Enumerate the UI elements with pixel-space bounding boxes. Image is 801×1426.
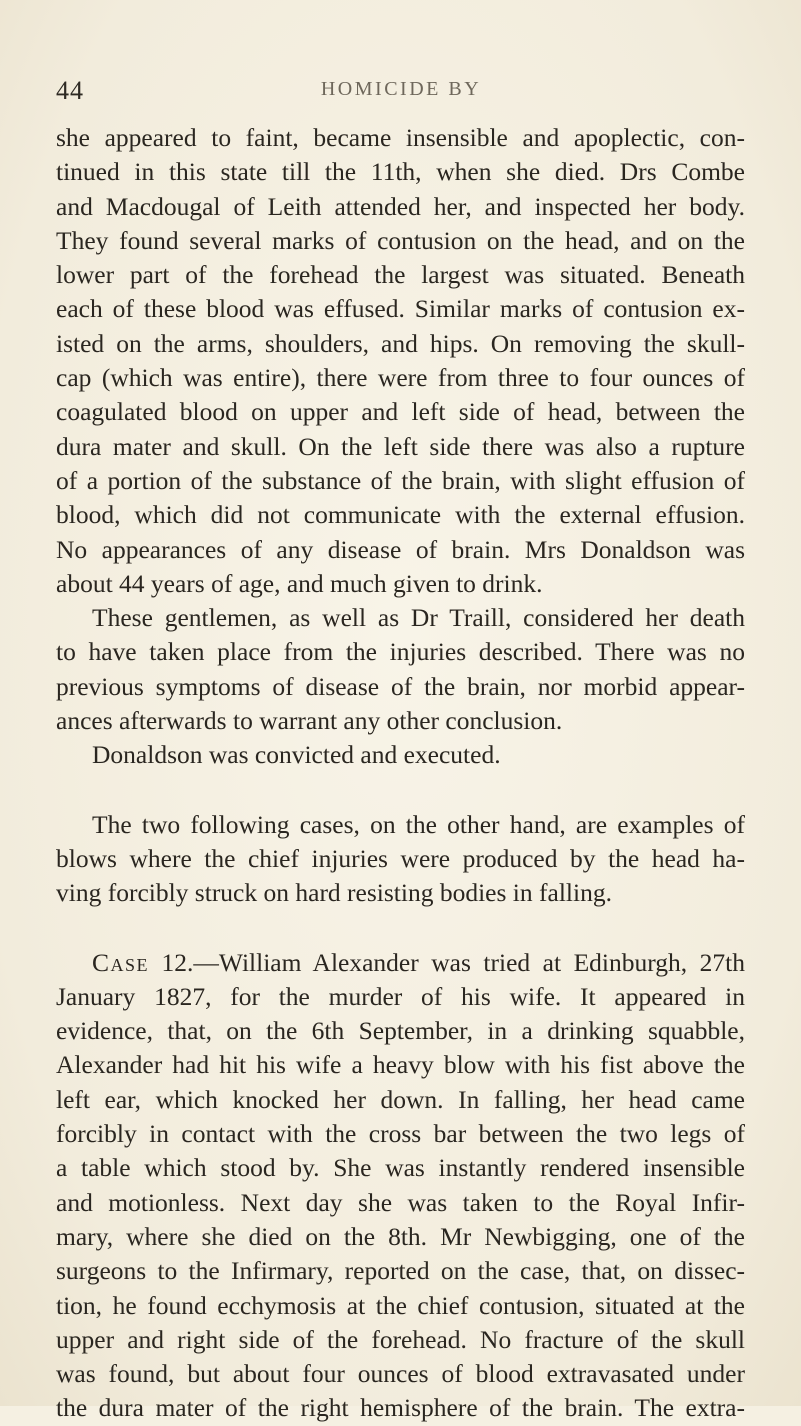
text-line: dura mater and skull. On the left side there was also a rupture [56,431,745,461]
text-line: upper and right side of the forehead. No fracture of the skull [56,1324,745,1354]
text-line: ances afterwards to warrant any other conclusion. [56,706,563,736]
text-line: blood, which did not communicate with the external effusion. [56,500,745,530]
text-line: surgeons to the Infirmary, reported on the case, that, on dissec- [56,1256,745,1286]
running-head: HOMICIDE BY [320,78,482,100]
case-label: Case [92,947,150,977]
text-line: lower part of the forehead the largest was situated. Beneath [56,260,745,290]
paragraph-gap [56,911,745,946]
text-line: forcibly in contact with the cross bar between the two legs of [56,1119,745,1149]
paragraph-4-case-12 [56,946,745,1426]
text-line: a table which stood by. She was instantly rendered insensible [56,1153,745,1183]
text-line: about 44 years of age, and much given to drink. [56,568,543,598]
text-line: isted on the arms, shoulders, and hips. On removing the skull- [56,328,745,358]
text-line: These gentlemen, as well as Dr Traill, considered her death [92,603,745,633]
text-line: evidence, that, on the 6th September, in a drinking squabble, [56,1016,745,1046]
text-line: to have taken place from the injuries described. There was no [56,637,745,667]
text-line: and Macdougal of Leith attended her, and inspected her body. [56,191,745,221]
page-number: 44 [56,76,84,105]
text-line: mary, where she died on the 8th. Mr Newbigging, one of the [56,1221,745,1251]
text-line: she appeared to faint, became insensible and apoplectic, con- [56,123,745,152]
text-line: ving forcibly struck on hard resisting bodies in falling. [56,878,612,908]
text-line: blows where the chief injuries were produced by the head ha- [56,843,745,873]
paragraph-gap [56,773,745,808]
paragraph-1 [56,121,745,601]
text-line: coagulated blood on upper and left side of head, between the [56,397,745,427]
text-line: left ear, which knocked her down. In falling, her head came [56,1084,745,1114]
text-line: was found, but about four ounces of blood extravasated under [56,1359,745,1389]
text-line: each of these blood was effused. Similar marks of contusion ex- [56,294,745,324]
body-text [56,121,745,1426]
text-line: cap (which was entire), there were from three to four ounces of [56,363,745,393]
case-heading-text: 12.—William Alexander was tried at Edinburgh, 27th [149,947,745,977]
text-line: and motionless. Next day she was taken to the Royal Infir- [56,1187,745,1217]
text-line: tinued in this state till the 11th, when she died. Drs Combe [56,157,745,187]
text-line: previous symptoms of disease of the brain, nor morbid appear- [56,671,745,701]
paragraph-2 [56,601,745,772]
text-line: tion, he found ecchymosis at the chief contusion, situated at the [56,1290,745,1320]
page-header [56,76,746,110]
text-line: Donaldson was convicted and executed. [92,740,501,770]
text-line: The two following cases, on the other hand, are examples of [92,809,745,839]
text-line: They found several marks of contusion on the head, and on the [56,225,745,255]
text-line: No appearances of any disease of brain. Mrs Donaldson was [56,534,745,564]
text-line: January 1827, for the murder of his wife. It appeared in [56,981,745,1011]
paragraph-3 [56,808,745,911]
case-heading-line [56,946,745,980]
text-line: Alexander had hit his wife a heavy blow with his fist above the [56,1050,745,1080]
text-line: the dura mater of the right hemisphere of the brain. The extra- [56,1393,745,1423]
text-line: of a portion of the substance of the brain, with slight effusion of [56,465,745,495]
